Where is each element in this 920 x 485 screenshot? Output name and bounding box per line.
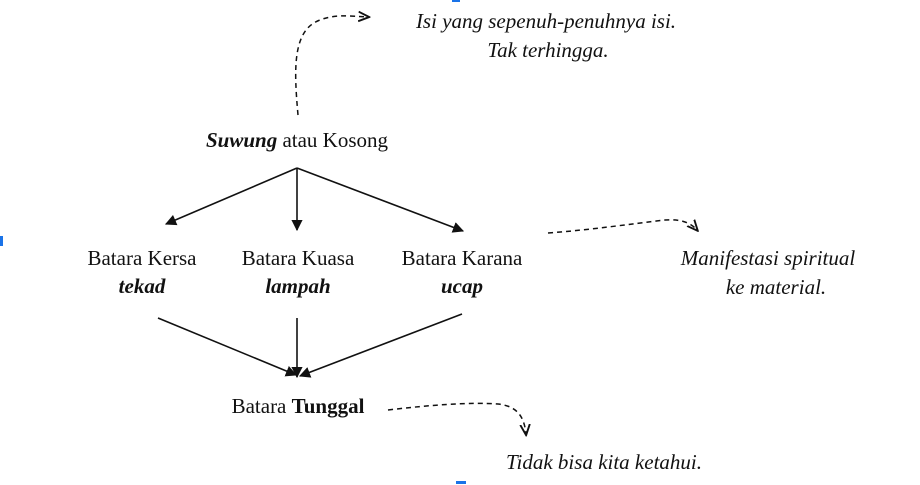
left-edge-marker [0, 236, 3, 246]
arrow-karana-to-tunggal [300, 314, 462, 376]
top-note-line2: Tak terhingga. [487, 38, 609, 62]
arrow-suwung-to-karana [297, 168, 463, 231]
batara-tunggal-term: Tunggal [291, 394, 365, 418]
batara-kersa-name: Batara Kersa [87, 246, 197, 270]
batara-tunggal-prefix: Batara [231, 394, 292, 418]
batara-karana-attribute: ucap [441, 274, 483, 298]
dashed-arrow-suwung-to-top-note [296, 16, 368, 115]
bottom-note: Tidak bisa kita ketahui. [506, 450, 702, 474]
batara-kuasa-name: Batara Kuasa [241, 246, 355, 270]
suwung-label [206, 126, 388, 154]
dashed-arrow-karana-to-manifest-note [548, 220, 697, 233]
batara-tunggal-label [232, 392, 365, 420]
suwung-rest: atau Kosong [277, 128, 389, 152]
manifest-note-line2: ke material. [725, 275, 827, 299]
batara-kersa-attribute: tekad [118, 274, 166, 298]
suwung-term: Suwung [205, 128, 278, 152]
manifest-note-line1: Manifestasi spiritual [680, 246, 856, 270]
bottom-edge-marker [456, 481, 466, 484]
top-note-line1: Isi yang sepenuh-penuhnya isi. [415, 9, 677, 33]
dashed-arrow-tunggal-to-bottom-note [388, 403, 526, 434]
arrow-suwung-to-kersa [166, 168, 297, 224]
top-edge-marker [452, 0, 460, 2]
arrow-kersa-to-tunggal [158, 318, 296, 375]
batara-karana-name: Batara Karana [401, 246, 523, 270]
batara-kuasa-attribute: lampah [265, 274, 331, 298]
